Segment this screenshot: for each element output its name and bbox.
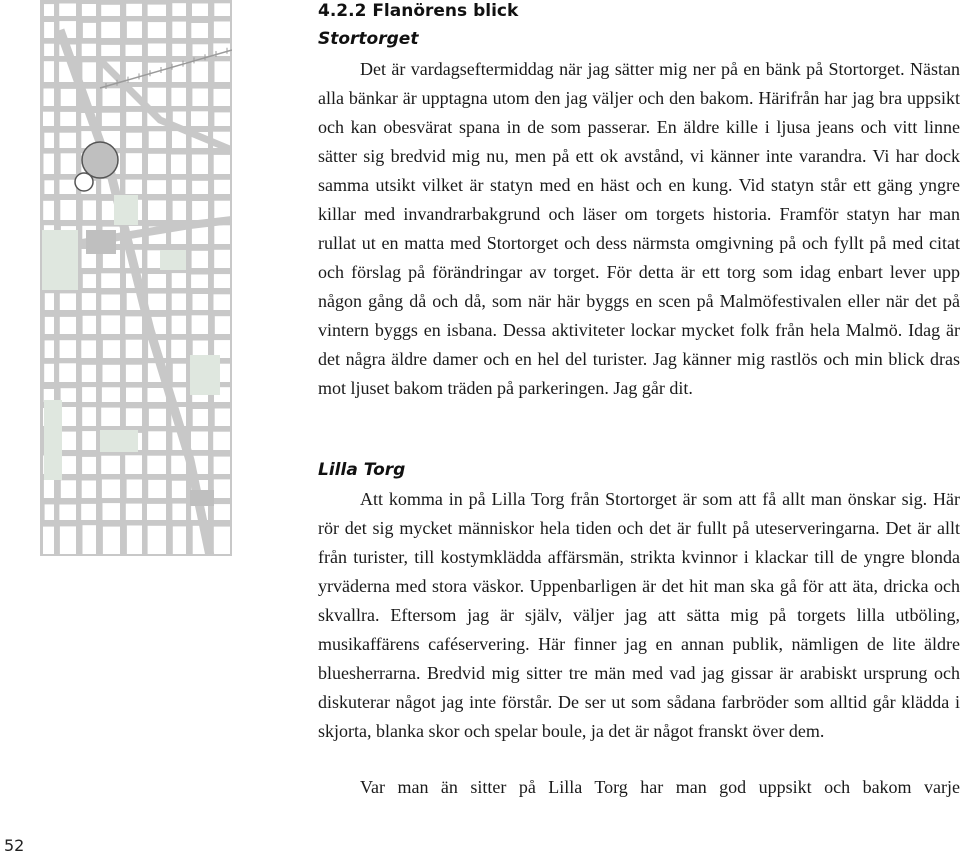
map-block [148, 526, 166, 554]
map-block [83, 274, 96, 288]
map-block [44, 180, 54, 194]
location-marker-lilla-torg [75, 173, 93, 191]
map-block [148, 274, 166, 288]
map-block [172, 504, 186, 520]
map-block [126, 153, 142, 174]
map-park [190, 355, 220, 395]
map-block [148, 200, 166, 220]
map-block [103, 340, 120, 358]
map-block [102, 387, 120, 402]
map-block [61, 388, 76, 402]
paragraph-lilla-torg-2: Var man än sitter på Lilla Torg har man god uppsikt och bakom varje [360, 777, 960, 797]
map-block [60, 112, 76, 126]
map-block [83, 525, 97, 554]
map-block [192, 315, 208, 334]
map-block [82, 293, 96, 310]
map-block [44, 133, 54, 148]
map-block [214, 294, 231, 310]
map-block [148, 5, 166, 16]
map-block [101, 408, 120, 426]
map-block [192, 155, 208, 175]
map-block [44, 480, 54, 498]
map-block [43, 112, 54, 126]
map-block [192, 4, 208, 17]
map-block [82, 387, 96, 402]
map-block [60, 340, 76, 358]
subheading-lilla-torg: Lilla Torg [318, 460, 406, 480]
subheading-stortorget: Stortorget [318, 29, 419, 49]
map-block [60, 456, 76, 474]
map-block [127, 480, 142, 499]
map-block [125, 180, 142, 194]
map-block [214, 504, 230, 520]
map-block [214, 89, 231, 106]
map-block [61, 89, 76, 106]
map-block [192, 227, 208, 244]
map-block [191, 111, 208, 126]
map-block [148, 431, 166, 450]
map-block [147, 504, 166, 520]
map-block [214, 112, 230, 126]
map-block [214, 225, 230, 244]
map-block [82, 457, 96, 474]
map-block [191, 275, 208, 289]
map-block [82, 44, 96, 56]
map-park [100, 430, 138, 452]
map-block [172, 273, 186, 288]
map-block [214, 527, 230, 554]
map-block [192, 201, 208, 220]
map-block [173, 364, 186, 382]
map-block [103, 503, 121, 520]
map-block [148, 44, 166, 57]
map-block [60, 133, 77, 148]
page-number: 52 [4, 836, 25, 855]
map-block [44, 44, 54, 56]
map-block [60, 407, 76, 426]
map-block [214, 250, 230, 268]
map-block [172, 3, 186, 16]
map-block [83, 316, 96, 334]
map-block [82, 431, 96, 450]
map-block [171, 456, 186, 474]
map-block [126, 504, 142, 520]
map-block [81, 504, 96, 520]
map-block [60, 200, 76, 220]
map-block [61, 480, 76, 498]
map-block [193, 44, 209, 56]
map-block [171, 155, 186, 175]
map-block [193, 409, 208, 426]
map-block [172, 481, 186, 498]
map-block [172, 316, 186, 334]
map-block [61, 153, 76, 174]
map-block [171, 340, 186, 358]
map-block [45, 317, 54, 334]
map-block [213, 432, 230, 450]
map-block [214, 180, 230, 194]
map-block [101, 45, 120, 56]
map-block [101, 295, 120, 311]
map-block [60, 317, 76, 334]
map-block [44, 4, 54, 16]
map-block [149, 131, 166, 148]
map-block [127, 21, 142, 38]
map-block [214, 3, 230, 16]
map-block [192, 181, 208, 194]
map-block [191, 432, 208, 451]
map-block [83, 200, 96, 220]
map-block [127, 526, 142, 555]
map-block [172, 180, 186, 194]
map-block [60, 526, 76, 554]
map-park [44, 400, 62, 480]
map-block [214, 457, 230, 474]
map-block [101, 273, 120, 288]
map-block [82, 62, 96, 82]
map-block [103, 527, 120, 554]
map-block [173, 526, 186, 554]
map-block [126, 112, 142, 126]
map-park [160, 250, 186, 270]
map-block [126, 365, 142, 382]
paragraph-lilla-torg-1: Att komma in på Lilla Torg från Stortorget är som att få allt man önskar sig. Här rör det sig mycket människor hela tiden och det är fullt på uteserveringarna. Det är allt från turister, till kostymklädda affärsmän, strikta kvinnor i klackar till de yngre blonda yrväderna med stora väskor. Uppenbarligen är det hit man ska gå för att äta, dricka och skvallra. Eftersom jag är själv, väljer jag att sätta mig på torgets lilla utböling, musikaffärens caféservering. Här finner jag en annan publik, nämligen de lite äldre bluesherrarna. Bredvid mig sitter tre män med vad jag gissar är arabiskt ursprung och diskuterar något jag inte förstår. De ser ut som sådana farbröder som alltid går klädda i skjorta, blanka skor och spelar boule, ja det är något franskt över dem. [318, 489, 960, 741]
map-block [214, 22, 230, 39]
map-block [126, 45, 143, 56]
map-block [192, 89, 208, 107]
map-block [215, 409, 230, 427]
map-block [82, 4, 96, 16]
map-block [214, 155, 230, 174]
map-block [44, 22, 54, 38]
map-block [147, 456, 166, 474]
map-block [126, 4, 142, 16]
map-block [59, 4, 76, 17]
map-block [193, 294, 209, 310]
map-block [45, 340, 54, 358]
map-block [101, 22, 120, 38]
map-block [44, 61, 54, 82]
map-block [103, 88, 121, 106]
map-block [43, 201, 54, 220]
map-block [59, 505, 76, 521]
map-block [43, 527, 54, 554]
map-block [45, 293, 54, 310]
map-block [125, 316, 142, 334]
map-block [172, 294, 186, 311]
map-block [148, 22, 166, 38]
map-park [114, 195, 138, 225]
map-block [59, 363, 76, 382]
map-block [83, 23, 96, 38]
map-block [214, 479, 230, 498]
map-block [215, 316, 230, 334]
map-block [103, 365, 121, 382]
map-block [126, 340, 142, 358]
map-block [192, 62, 209, 83]
map-block [44, 154, 55, 174]
map-block [148, 480, 166, 498]
map-square [190, 490, 214, 506]
map-block [101, 5, 120, 16]
map-block [102, 480, 120, 499]
map-block [171, 88, 186, 106]
map-block [82, 365, 96, 382]
map-block [44, 364, 54, 382]
map-illustration [40, 0, 232, 556]
map-park [42, 230, 78, 290]
map-block [82, 481, 96, 499]
map-block [214, 274, 230, 288]
map-block [60, 293, 76, 310]
map-block [101, 456, 120, 474]
city-map [40, 0, 232, 556]
map-block [149, 409, 166, 426]
map-block [148, 88, 166, 106]
map-block [192, 251, 208, 268]
map-block [82, 407, 96, 426]
map-block [44, 89, 55, 107]
map-block [125, 455, 142, 474]
section-heading: 4.2.2 Flanörens blick [318, 1, 519, 21]
map-block [148, 294, 166, 310]
map-block [102, 113, 120, 126]
map-block [172, 22, 186, 38]
map-block [148, 388, 167, 402]
map-block [191, 23, 208, 38]
map-block [126, 388, 142, 402]
map-block [215, 61, 231, 82]
map-block [126, 133, 142, 148]
map-block [45, 504, 54, 520]
map-block [60, 180, 77, 194]
location-marker-stortorget [82, 142, 118, 178]
map-square [86, 230, 116, 254]
map-block [172, 44, 186, 56]
map-block [126, 408, 142, 426]
map-block [81, 340, 96, 358]
map-block [173, 201, 186, 220]
map-block [101, 315, 120, 334]
paragraph-stortorget: Det är vardagseftermiddag när jag sätter mig ner på en bänk på Stortorget. Nästan alla bänkar är upptagna utom den jag väljer och den bakom. Härifrån har jag bra uppsikt och kan obesvärat spana in de som passerar. En äldre kille i ljusa jeans och vitt linne sätter sig bredvid mig nu, men på ett ok avstånd, vi känner inte varandra. Vi har dock samma utsikt vilket är statyn med en häst och en kung. Vid statyn står ett gäng yngre killar med invandrarbakgrund och läser om torgets historia. Framför statyn har man rullat ut en matta med Stortorget och dess närmsta omgivning på och fyllt på med citat och förslag på förändringar av torget. För detta är ett torg som idag enbart lever upp någon gång då och då, som när här byggs en scen på Malmöfestivalen eller när det på vintern byggs en isbana. Dessa aktiviteter lockar mycket folk från hela Malmö. Idag är det några äldre damer och en hel del turister. Jag känner mig rastlös och min blick dras mot ljuset bakom träden på parkeringen. Jag går dit. [318, 59, 960, 398]
map-block [148, 154, 166, 174]
map-block [147, 180, 166, 194]
